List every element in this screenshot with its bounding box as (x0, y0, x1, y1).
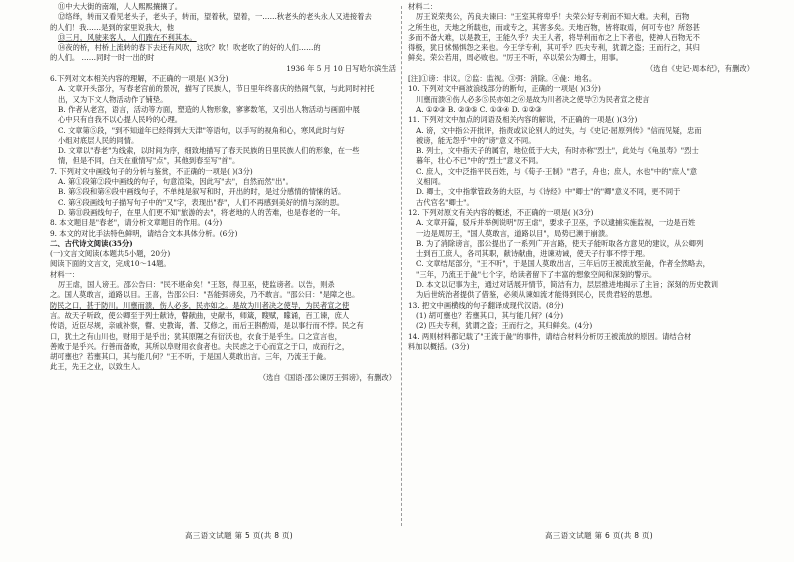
text-line: 胡可壅也？若壅其口，其与能几何？"王不听，于是国人莫敢出言。三年，乃流王于彘。 (50, 352, 331, 362)
text-line: 阅读下面的文言文，完成10～14题。 (50, 259, 171, 269)
text-line: A. 文章开头部分，写春老宫前的景况，描写了民族人，节日里年终喜庆的热闹气氛，与此同时衬托 (58, 84, 375, 94)
left-page (50, 2, 396, 540)
text-line: 6.下列对文本相关内容的理解，不正确的一项是( )(3分) (50, 74, 229, 84)
text-line: （选自《国语·邵公谏厉王弭谤》，有删改） (258, 372, 396, 382)
text-line: B. 作者从老宫，语言，活动等方面，塑造的人物形象，寥寥数笔，又引出人物活动与画面中展 (58, 104, 360, 114)
text-line: (一)文言文阅读(本题共5小题，20分) (50, 249, 171, 259)
text-line: 一边是周厉王，"国人莫敢言，道路以目"，局势已濒于崩溃。 (416, 228, 613, 238)
text-line: 11. 下列对文中加点的词语及相关内容的解说，不正确的一项是( )(3分) (408, 115, 638, 125)
text-line: A. ①②③ B. ②③⑤ C. ①③④ D. ①②③ (416, 104, 542, 114)
text-line: 二、古代诗文阅读(35分) (50, 238, 133, 248)
text-line: C. 第④段画线句子描写句子中的"又"字，表现出"春"，人们不再感到美好的情与深的思。 (58, 197, 345, 207)
text-line: A. 文章开篇，驳斥并举例说明"厉王虐"，要求子卫巫，予以逮捕实施监视，一边是百姓 (416, 218, 696, 228)
text-line: D. 文章以"春老"为线索，以时间为序，细致地描写了春天民族的日里民族人们的形象，在一些 (58, 146, 360, 156)
text-line: 多而不备大难，以是教王，王能久乎？夫王人者，将导利而布之上下者也，使神人百物无不 (408, 32, 700, 42)
text-line: C. 文章第⑤段，"到不知道年已经得到大天津"等语句，以手写的视角和心，寒风此时与好 (58, 125, 345, 135)
text-line: D. 卿士，文中指掌管政务的大臣，与《诗经》中"卿士"的"卿"意义不同，更不同于 (416, 187, 681, 197)
text-line: D. 本文以记事为主，通过对话展开情节，简洁有力，层层推进地揭示了主旨；深刻的历史教训 (416, 280, 719, 290)
text-line: 厉王说荣夷公，芮良夫谏曰："王室其将卑乎！夫荣公好专利而不知大难。夫利，百物 (416, 12, 690, 22)
left-page-footer: 高三语文试题 第 5 页(共 8 页) (185, 531, 294, 540)
text-line: 古代官名"卿士"。 (416, 197, 474, 207)
text-line: 材料一： (50, 269, 80, 279)
text-line: 之所生也，天地之所载也，而或专之，其害多矣。天地百物，皆将取焉，何可专也？所怒甚 (408, 22, 700, 32)
text-line: C. 文章结尾部分，"王不听"，于是国人莫敢出言，三年后厉王被流放至彘，作者全然略去， (416, 259, 710, 269)
page-divider (401, 6, 402, 526)
text-line: "三年，乃流王于彘"七个字，给读者留下了丰富的想象空间和深刻的警示。 (416, 269, 657, 279)
text-line: 士到百工庶人，各司其职，献诗献曲，进谏劝诫，使天子行事不悖于理。 (416, 249, 650, 259)
text-line: 料加以概括。(3分) (408, 341, 470, 351)
text-line: 14. 两则材料都记载了"王流于彘"的事件，请结合材料分析厉王被流放的原因。请结合材 (408, 331, 692, 341)
text-line: 的人们。 ……同时一时一出的时 (50, 53, 155, 63)
text-line: B. 第⑤段和第⑥段中画线句子，不单纯是叙写和时，开出的时，是过分感情的情愫的话。 (58, 187, 346, 197)
text-line: D. 第⑪段画线句子，在里人们更不知"旅游的去"，将老地的人的苦难，也是春老的一年。 (58, 207, 345, 217)
text-line: 情，但是不同，白天在重情写"点"，其他到春至写"首"。 (58, 156, 240, 166)
text-line: 12. 下列对原文有关内容的概述，不正确的一项是( )(3分) (408, 207, 594, 217)
text-line: 防民之口，甚于防川。川壅而溃，伤人必多，民亦如之。是故为川者决之使导，为民者宣之使 (50, 300, 350, 310)
text-line: B. 为了消除谤言，邵公提出了一系列广开言路，使天子能听取各方意见的建议，从公卿列 (416, 238, 704, 248)
text-line: 材料二： (408, 2, 438, 11)
text-line: 小组对底层人民的同情。 (58, 135, 139, 145)
text-line: 厉王虐，国人谤王。邵公告曰："民不堪命矣！"王怒，得卫巫，使监谤者。以告，则杀 (58, 280, 335, 290)
text-line: 暮年，壮心不已"中的"烈士"意义不同。 (416, 156, 543, 166)
text-line: 8. 本文题目是"春老"，请分析文章题目的作用。(4分) (50, 218, 223, 228)
text-line: B. 列士，文中指天子的属官，地位低于大夫，有时亦称"烈士"，此处与《龟虽寿》"烈士 (416, 146, 699, 156)
text-line: 得极，犹日怵惕惧怨之来也。今王学专利，其可乎？匹夫专利，犹谓之盗；王而行之，其归 (408, 43, 700, 53)
text-line: 被谤，能无怨乎"中的"谤"意义不同。 (416, 135, 536, 145)
text-line: 此王，先王之业，以致生人。 (50, 362, 145, 372)
text-line: ⑬三月，风驶来客人，人们跑在不利其本。 (58, 32, 197, 42)
text-line: ⑪中大大街的南端，人人熙熙攘攘了。 (58, 2, 183, 11)
text-line: A. 谤，文中指公开批评，指责或议论别人的过失，与《史记·屈原列传》"信而见疑，忠而 (416, 125, 702, 135)
text-line: ⑭夜的桥，村桥上流转的春下去还有风吹，这吹？吹！吹老吹了的好的人们……的 (58, 43, 321, 53)
text-line: 义相同。 (416, 177, 446, 187)
text-line: 9. 本文的对比手法特色鲜明，请结合文本具体分析。(6分) (50, 228, 238, 238)
text-line: 10. 下列对文中画波浪线部分的断句，正确的一项是( )(3分) (408, 84, 601, 94)
text-line: (2) 匹夫专利，犹谓之盗；王而行之，其归鲜矣。(4分) (416, 321, 593, 331)
text-line: A. 第①段第②段中画线的句子，句意渲染，因此写"去"，自然而然"出"。 (58, 177, 293, 187)
text-line: 1936 年 5 月 10 日写哈尔滨生活 (286, 63, 396, 73)
text-line: 之。国人莫敢言，道路以目。王喜，告邵公曰："吾能弭谤矣，乃不敢言。"邵公曰："是障之也。 (50, 290, 360, 300)
text-line: 为后世统治者提供了借鉴，必须从谏如流才能得到民心，民贵君轻的思想。 (416, 290, 657, 300)
text-line: 善败于是乎兴。行善而备败，其所以阜财用衣食者也。夫民虑之于心而宣之于口，成而行之， (50, 341, 350, 351)
text-line: 言。故天子听政，使公卿至于列士献诗，瞽献曲，史献书，师箴，瞍赋，矇诵，百工谏，庶人 (50, 310, 350, 320)
text-line: [注]①谤：非议。②监：监视。③弭：消除。④彘：地名。 (408, 74, 597, 84)
text-line: （选自《史记·周本纪》，有删改） (645, 63, 754, 73)
text-line: (1) 胡可壅也？若壅其口，其与能几何？(4分) (416, 310, 564, 320)
text-line: 川壅而溃④伤人必多⑤民亦如之⑥是故为川者决之使导⑦为民者宣之使言 (416, 94, 650, 104)
right-page (408, 2, 754, 540)
text-line: 7. 下列对文中画线句子的分析与鉴赏，不正确的一项是( )(3分) (50, 166, 253, 176)
text-line: 口，犹土之有山川也，财用于是乎出；犹其原隰之有衍沃也，衣食于是乎生。口之宣言也， (50, 331, 342, 341)
text-line: 13. 把文中画横线的句子翻译成现代汉语。(8分) (408, 300, 564, 310)
text-line: 出，又为下文人物活动作了铺垫。 (58, 94, 168, 104)
text-line: 鲜矣。荣公若用，周必败也。"厉王不听，卒以荣公为卿士，用事。 (408, 53, 623, 63)
text-line: 心中只有自我不以心提人民吟的心理。 (58, 115, 183, 125)
text-line: 的人们！我……是到的家里说我大，他 (50, 22, 175, 32)
text-line: ⑫络绎，转而又看见老头子，老头子，转而，望着秋，望着，一……秋老头的老头永人又进接着去 (58, 12, 372, 22)
text-line: C. 庶人，文中泛指平民百姓，与《荀子·王制》"君子，舟也；庶人，水也"中的"庶人"意 (416, 166, 698, 176)
text-line: 传语，近臣尽规，亲戚补察，瞽、史教诲，耆、艾修之，而后王斟酌焉，是以事行而不悖。民之有 (50, 321, 364, 331)
right-page-footer: 高三语文试题 第 6 页(共 8 页) (545, 531, 654, 540)
